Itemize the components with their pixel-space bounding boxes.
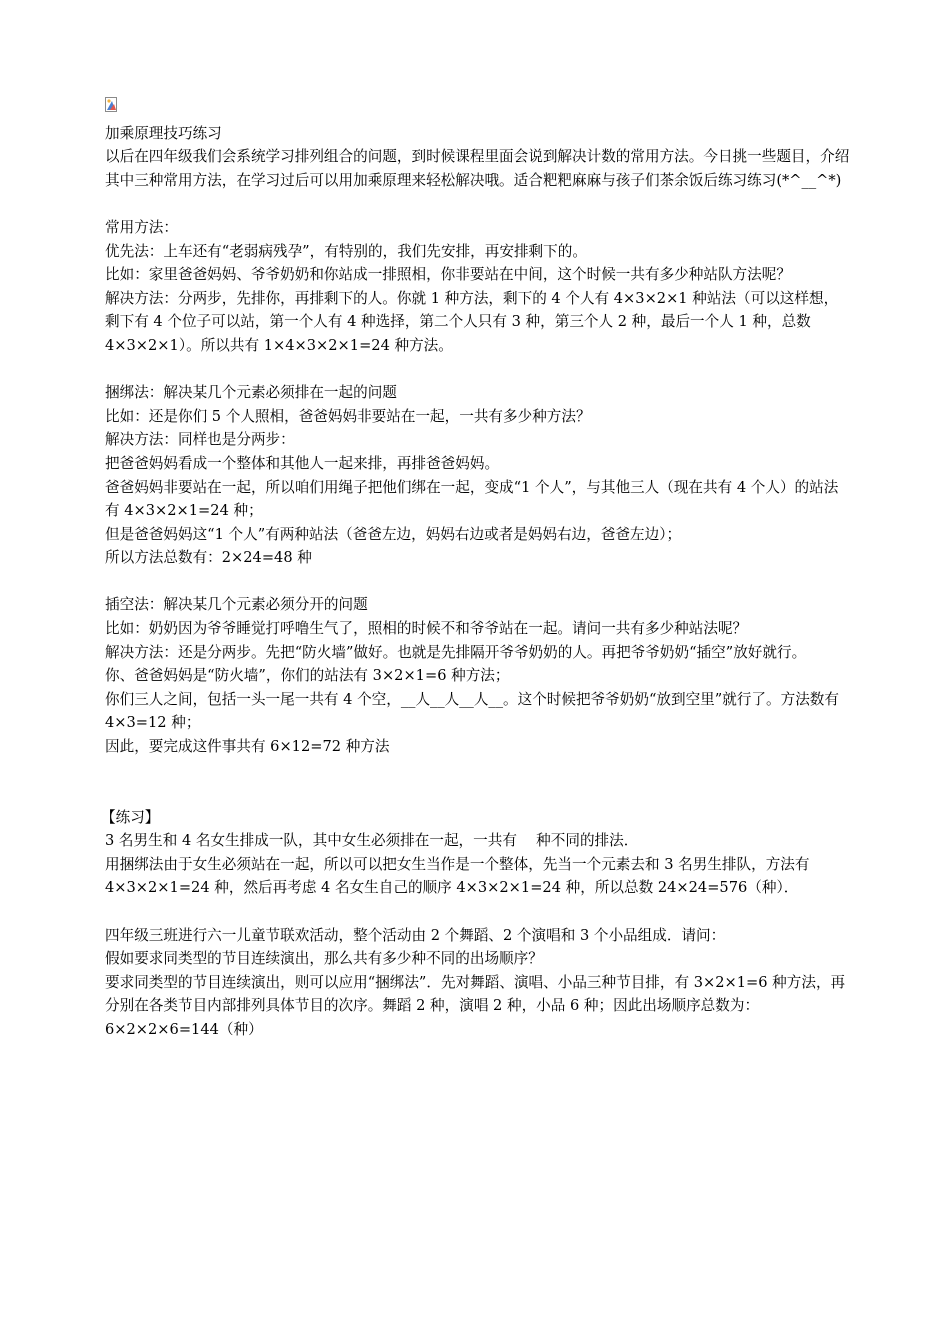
section-heading: 捆绑法：解决某几个元素必须排在一起的问题 — [105, 384, 397, 402]
paragraph: 比如：家里爸爸妈妈、爷爷奶奶和你站成一排照相，你非要站在中间，这个时候一共有多少种站队方法呢？ — [105, 266, 791, 284]
paragraph: 优先法：上车还有“老弱病残孕”，有特别的，我们先安排，再安排剩下的。 — [105, 242, 587, 260]
paragraph: 解决方法：还是分两步。先把“防火墙”做好。也就是先排隔开爷爷奶奶的人。再把爷爷奶奶“插空”放好就行。 — [105, 643, 807, 661]
paragraph: 比如：奶奶因为爷爷睡觉打呼噜生气了，照相的时候不和爷爷站在一起。请问一共有多少种站法呢？ — [105, 620, 748, 638]
intro-paragraph: 以后在四年级我们会系统学习排列组合的问题，到时候课程里面会说到解决计数的常用方法。今日挑一些题目，介绍其中三种常用方法，在学习过后可以用加乘原理来轻松解决哦。适合粑粑麻麻与孩子们茶余饭后练习练习(*^__^*) — [105, 148, 850, 189]
paragraph: 你、爸爸妈妈是“防火墙”，你们的站法有 3×2×1=6 种方法； — [105, 667, 510, 685]
practice-heading: 【练习】 — [101, 808, 160, 826]
doc-title: 加乘原理技巧练习 — [105, 124, 222, 142]
paragraph: 解决方法：同样也是分两步： — [105, 431, 295, 449]
paragraph: 比如：还是你们 5 个人照相，爸爸妈妈非要站在一起，一共有多少种方法？ — [105, 407, 591, 425]
practice-question: 四年级三班进行六一儿童节联欢活动，整个活动由 2 个舞蹈、2 个演唱和 3 个小品组成．请问： — [105, 926, 726, 944]
broken-image-icon — [105, 97, 117, 112]
paragraph: 你们三人之间，包括一头一尾一共有 4 个空，__人__人__人__。这个时候把爷爷奶奶“放到空里”就行了。方法数有 4×3=12 种； — [105, 690, 839, 732]
paragraph: 解决方法：分两步，先排你，再排剩下的人。你就 1 种方法，剩下的 4 个人有 4×3×2×1 种站法（可以这样想，剩下有 4 个位子可以站，第一个人有 4 种选择，第二个人只有 3 种，第三个人 2 种，最后一个人 1 种，总数 4×3×2×1）。所以共有 1×4×3×2×1=24 种方法。 — [105, 289, 839, 354]
practice-answer: 6×2×2×6=144（种） — [105, 1020, 263, 1038]
practice-question: 3 名男生和 4 名女生排成一队，其中女生必须排在一起，一共有 种不同的排法． — [105, 832, 639, 850]
practice-answer: 要求同类型的节目连续演出，则可以应用“捆绑法”．先对舞蹈、演唱、小品三种节目排，有 3×2×1=6 种方法，再分别在各类节目内部排列具体节目的次序。舞蹈 2 种，演唱 2 种，小品 6 种；因此出场顺序总数为： — [105, 973, 846, 1015]
paragraph: 但是爸爸妈妈这“1 个人”有两种站法（爸爸左边，妈妈右边或者是妈妈右边，爸爸左边）； — [105, 525, 682, 543]
paragraph: 所以方法总数有：2×24=48 种 — [105, 549, 312, 567]
section-heading: 常用方法： — [105, 218, 178, 236]
practice-question: 假如要求同类型的节目连续演出，那么共有多少种不同的出场顺序？ — [105, 950, 543, 968]
practice-answer: 用捆绑法由于女生必须站在一起，所以可以把女生当作是一个整体，先当一个元素去和 3 名男生排队，方法有 4×3×2×1=24 种，然后再考虑 4 名女生自己的顺序 4×3×2×1=24 种，所以总数 24×24=576（种）． — [105, 855, 810, 897]
document-body — [101, 97, 850, 1042]
paragraph: 因此，要完成这件事共有 6×12=72 种方法 — [105, 738, 390, 756]
paragraph: 把爸爸妈妈看成一个整体和其他人一起来排，再排爸爸妈妈。 — [105, 454, 500, 472]
section-heading: 插空法：解决某几个元素必须分开的问题 — [105, 596, 368, 614]
paragraph: 爸爸妈妈非要站在一起，所以咱们用绳子把他们绑在一起，变成“1 个人”，与其他三人（现在共有 4 个人）的站法有 4×3×2×1=24 种； — [105, 478, 839, 520]
